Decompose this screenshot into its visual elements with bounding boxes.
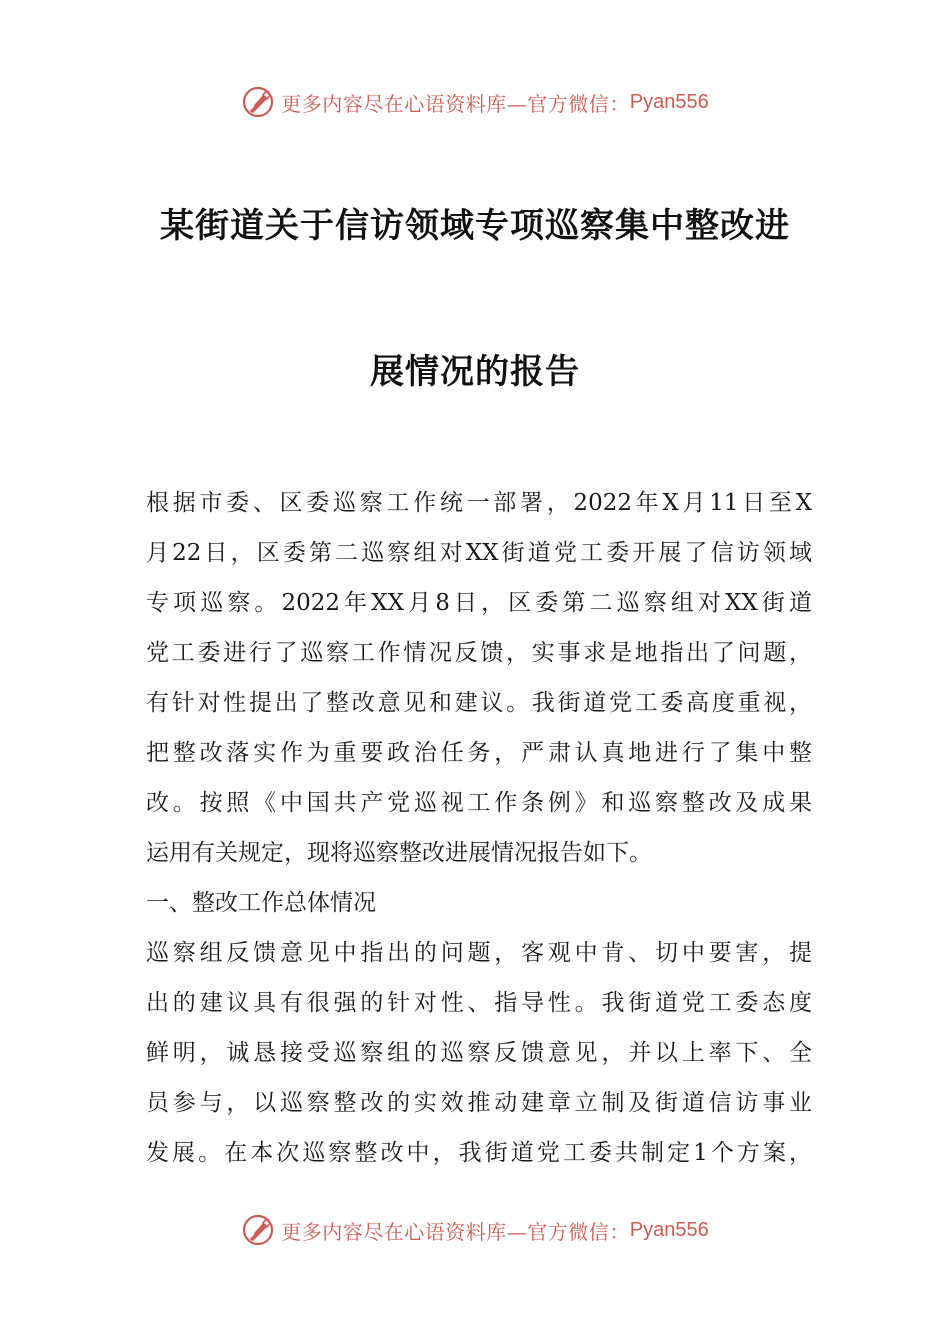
document-body [146, 478, 812, 1178]
body-line: 把整改落实作为重要政治任务，严肃认真地进行了集中整 [146, 740, 812, 766]
watermark-banner-top [0, 80, 950, 124]
document-title-line-2: 展情况的报告 [370, 352, 580, 392]
body-line: 根据市委、区委巡察工作统一部署，2022年X月11日至X [146, 490, 812, 516]
body-line: 专项巡察。2022年XX月8日，区委第二巡察组对XX街道 [146, 590, 812, 616]
body-line: 月22日，区委第二巡察组对XX街道党工委开展了信访领域 [146, 540, 812, 566]
body-line: 员参与，以巡察整改的实效推动建章立制及街道信访事业 [146, 1090, 812, 1116]
body-line: 改。按照《中国共产党巡视工作条例》和巡察整改及成果 [146, 790, 812, 816]
body-line: 出的建议具有很强的针对性、指导性。我街道党工委态度 [146, 990, 812, 1016]
watermark-banner-bottom [0, 1208, 950, 1252]
body-line: 鲜明，诚恳接受巡察组的巡察反馈意见，并以上率下、全 [146, 1040, 812, 1066]
body-line: 巡察组反馈意见中指出的问题，客观中肯、切中要害，提 [146, 940, 812, 966]
body-line: 发展。在本次巡察整改中，我街道党工委共制定1个方案， [146, 1140, 812, 1166]
body-line: 运用有关规定，现将巡察整改进展情况报告如下。 [146, 840, 652, 866]
body-line: 党工委进行了巡察工作情况反馈，实事求是地指出了问题， [146, 640, 812, 666]
watermark-wechat-id: Pyan556 [629, 90, 709, 113]
body-line: 有针对性提出了整改意见和建议。我街道党工委高度重视， [146, 690, 812, 716]
watermark-text: 更多内容尽在心语资料库—官方微信： [281, 91, 630, 116]
watermark-text: 更多内容尽在心语资料库—官方微信： [281, 1219, 630, 1244]
watermark-wechat-id: Pyan556 [629, 1218, 709, 1241]
section-heading: 一、整改工作总体情况 [146, 890, 376, 916]
pen-nib-icon [241, 85, 275, 119]
document-title-line-1: 某街道关于信访领域专项巡察集中整改进 [160, 206, 790, 246]
pen-nib-icon [241, 1213, 275, 1247]
